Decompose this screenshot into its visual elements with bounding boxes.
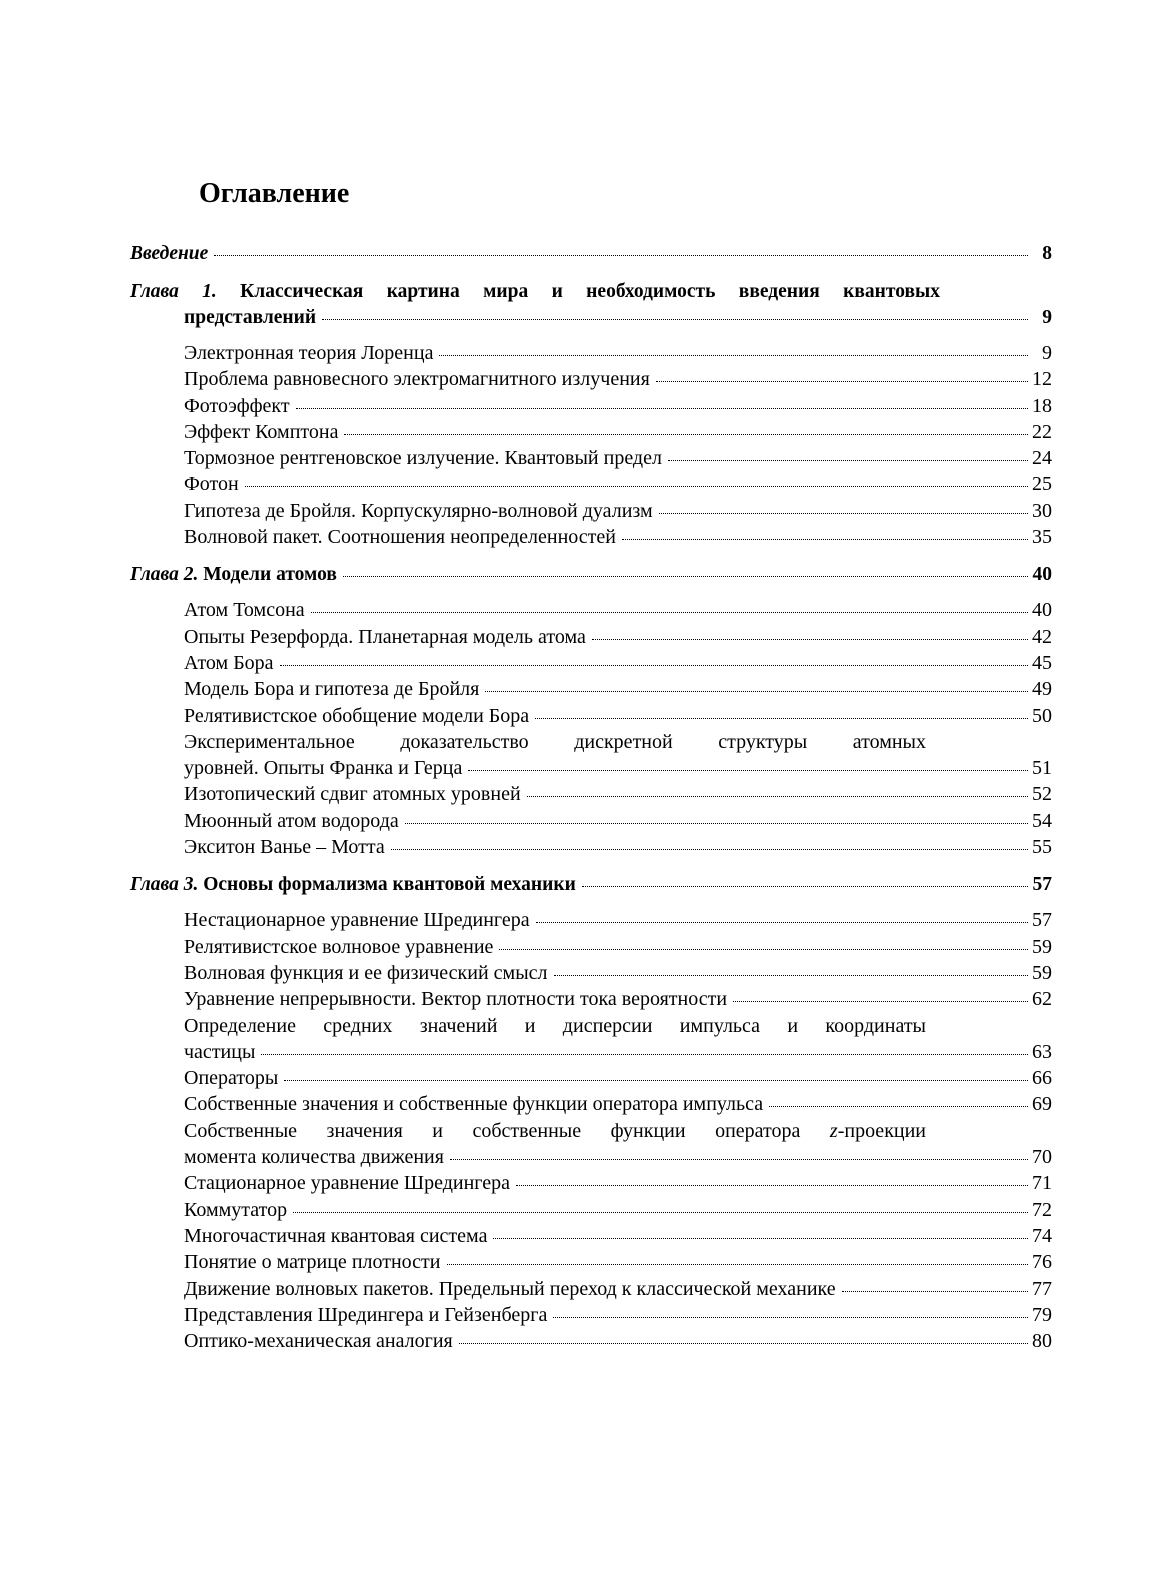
section-title: Проблема равновесного электромагнитного излучения xyxy=(184,368,650,391)
dot-leader xyxy=(284,1079,1028,1081)
page-number: 72 xyxy=(1032,1198,1052,1221)
toc-section[interactable] xyxy=(184,471,1052,497)
page-number: 45 xyxy=(1032,651,1052,674)
page-number: 55 xyxy=(1032,836,1052,859)
section-title: Нестационарное уравнение Шредингера xyxy=(184,909,530,932)
page-number: 79 xyxy=(1032,1303,1052,1326)
section-title: Фотоэффект xyxy=(184,394,290,417)
section-title: Эффект Комптона xyxy=(184,420,339,443)
dot-leader xyxy=(344,433,1028,435)
toc-section[interactable] xyxy=(184,1276,1052,1302)
dot-leader xyxy=(450,1158,1028,1160)
section-title: Изотопический сдвиг атомных уровней xyxy=(184,783,521,806)
dot-leader xyxy=(769,1105,1028,1107)
section-title-line xyxy=(184,1118,926,1144)
page-number: 71 xyxy=(1032,1172,1052,1195)
intro-label: Введение xyxy=(130,243,209,264)
toc-section[interactable] xyxy=(184,1065,1052,1091)
section-title: момента количества движения xyxy=(184,1146,444,1169)
section-title: Электронная теория Лоренца xyxy=(184,342,434,364)
page-number: 59 xyxy=(1032,935,1052,958)
toc-section[interactable] xyxy=(184,524,1052,550)
toc-section[interactable] xyxy=(184,1118,1052,1171)
dot-leader xyxy=(536,921,1028,923)
section-title: Уравнение непрерывности. Вектор плотности тока вероятности xyxy=(184,988,728,1011)
dot-leader xyxy=(485,690,1028,692)
section-title: Релятивистское обобщение модели Бора xyxy=(184,704,530,727)
toc-section[interactable] xyxy=(184,1013,1052,1066)
toc-section[interactable] xyxy=(184,366,1052,392)
page-number: 24 xyxy=(1032,447,1052,470)
dot-leader xyxy=(343,575,1028,577)
section-title: Опыты Резерфорда. Планетарная модель атома xyxy=(184,625,586,648)
section-title: Стационарное уравнение Шредингера xyxy=(184,1172,510,1195)
dot-leader xyxy=(582,885,1028,887)
dot-leader xyxy=(659,512,1028,514)
page-number: 9 xyxy=(1042,307,1052,328)
section-title: Понятие о матрице плотности xyxy=(184,1251,441,1274)
dot-leader xyxy=(535,717,1028,719)
page-number: 66 xyxy=(1032,1067,1052,1090)
toc-section[interactable] xyxy=(184,393,1052,419)
dot-leader xyxy=(622,538,1028,540)
dot-leader xyxy=(668,459,1028,461)
section-title: Многочастичная квантовая система xyxy=(184,1224,488,1247)
section-title: Фотон xyxy=(184,473,239,496)
section-title-part: -проекции xyxy=(837,1119,927,1142)
dot-leader xyxy=(214,254,1028,256)
toc-section[interactable] xyxy=(184,676,1052,702)
page-number: 42 xyxy=(1032,625,1052,648)
toc-section[interactable] xyxy=(184,960,1052,986)
toc-section[interactable] xyxy=(184,597,1052,623)
page-number: 69 xyxy=(1032,1093,1052,1116)
chapter-label: Глава 3. xyxy=(130,874,199,896)
section-title: Модель Бора и гипотеза де Бройля xyxy=(184,678,480,701)
section-title: Волновая функция и ее физический смысл xyxy=(184,961,548,984)
dot-leader xyxy=(592,638,1028,640)
section-title: Тормозное рентгеновское излучение. Квантовый предел xyxy=(184,447,662,470)
variable-z: z xyxy=(829,1119,838,1142)
chapter-title: Модели атомов xyxy=(203,564,337,586)
toc-section[interactable] xyxy=(184,340,1052,366)
page-number: 35 xyxy=(1032,526,1052,549)
toc-section[interactable] xyxy=(184,650,1052,676)
chapter-label: Глава 2. xyxy=(130,564,199,586)
toc-section[interactable] xyxy=(184,445,1052,471)
page-number: 18 xyxy=(1032,394,1052,417)
page-number: 50 xyxy=(1032,704,1052,727)
section-title: Собственные значения и собственные функции оператора импульса xyxy=(184,1093,764,1116)
section-title: Волновой пакет. Соотношения неопределенностей xyxy=(184,526,616,549)
page-number: 40 xyxy=(1032,599,1052,622)
toc-section[interactable] xyxy=(184,1223,1052,1249)
page-number: 9 xyxy=(1042,342,1052,364)
page-number: 8 xyxy=(1042,243,1052,264)
section-title-line: Определение средних значений и дисперсии импульса и координаты xyxy=(184,1014,926,1037)
dot-leader xyxy=(493,1237,1028,1239)
dot-leader xyxy=(553,1316,1028,1318)
toc-section[interactable] xyxy=(184,808,1052,834)
page-number: 62 xyxy=(1032,988,1052,1011)
dot-leader xyxy=(280,664,1028,666)
dot-leader xyxy=(527,795,1028,797)
page-number: 51 xyxy=(1032,757,1052,780)
chapter-title-continuation: представлений xyxy=(184,307,317,328)
page-number: 57 xyxy=(1032,909,1052,932)
toc-section[interactable] xyxy=(184,1249,1052,1275)
section-title-part: Собственные значения и собственные функции оператора xyxy=(184,1119,801,1142)
section-title: частицы xyxy=(184,1040,256,1063)
dot-leader xyxy=(499,948,1028,950)
page-number: 57 xyxy=(1032,874,1052,896)
toc-section[interactable] xyxy=(184,834,1052,860)
section-title: Экситон Ванье – Мотта xyxy=(184,836,385,859)
dot-leader xyxy=(391,848,1028,850)
toc-entry-chapter-1[interactable] xyxy=(130,279,1052,331)
page-number: 80 xyxy=(1032,1330,1052,1353)
toc-section[interactable] xyxy=(184,934,1052,960)
toc-entry-chapter-2[interactable] xyxy=(130,562,1052,588)
page-number: 76 xyxy=(1032,1251,1052,1274)
dot-leader xyxy=(322,318,1028,320)
toc-entry-chapter-3[interactable] xyxy=(130,872,1052,898)
toc-section[interactable] xyxy=(184,1170,1052,1196)
toc-section[interactable] xyxy=(184,624,1052,650)
dot-leader xyxy=(459,1342,1028,1344)
table-of-contents xyxy=(130,240,1052,1354)
section-title: уровней. Опыты Франка и Герца xyxy=(184,757,463,780)
toc-section[interactable] xyxy=(184,703,1052,729)
dot-leader xyxy=(405,822,1028,824)
section-title: Мюонный атом водорода xyxy=(184,809,399,832)
section-title: Движение волновых пакетов. Предельный переход к классической механике xyxy=(184,1277,836,1300)
section-title: Представления Шредингера и Гейзенберга xyxy=(184,1303,548,1326)
toc-section[interactable] xyxy=(184,781,1052,807)
toc-section[interactable] xyxy=(184,1328,1052,1354)
toc-entry-introduction[interactable] xyxy=(130,241,1052,267)
toc-section[interactable] xyxy=(184,986,1052,1012)
page-title: Оглавление xyxy=(199,178,350,209)
chapter-1-sections xyxy=(130,340,1052,550)
dot-leader xyxy=(245,485,1028,487)
section-title: Оптико-механическая аналогия xyxy=(184,1330,453,1353)
page-number: 54 xyxy=(1032,809,1052,832)
toc-section[interactable] xyxy=(184,729,1052,782)
toc-section[interactable] xyxy=(184,1197,1052,1223)
dot-leader xyxy=(468,769,1028,771)
section-title-line: Экспериментальное доказательство дискретной структуры атомных xyxy=(184,730,926,753)
dot-leader xyxy=(516,1184,1028,1186)
toc-section[interactable] xyxy=(184,1302,1052,1328)
page-number: 49 xyxy=(1032,678,1052,701)
page-number: 74 xyxy=(1032,1224,1052,1247)
chapter-3-sections xyxy=(130,907,1052,1354)
section-title: Коммутатор xyxy=(184,1198,288,1221)
section-title: Атом Томсона xyxy=(184,599,305,622)
section-title: Операторы xyxy=(184,1067,279,1090)
toc-section[interactable] xyxy=(184,907,1052,933)
chapter-2-sections xyxy=(130,597,1052,860)
section-title: Релятивистское волновое уравнение xyxy=(184,935,494,958)
dot-leader xyxy=(296,407,1028,409)
toc-section[interactable] xyxy=(184,498,1052,524)
page-number: 30 xyxy=(1032,499,1052,522)
page-number: 12 xyxy=(1032,368,1052,391)
page-number: 77 xyxy=(1032,1277,1052,1300)
chapter-heading-line xyxy=(130,279,940,305)
chapter-title: Классическая картина мира и необходимость введения квантовых xyxy=(240,281,940,302)
dot-leader xyxy=(656,380,1028,382)
page-number: 52 xyxy=(1032,783,1052,806)
dot-leader xyxy=(293,1211,1028,1213)
page-number: 25 xyxy=(1032,473,1052,496)
dot-leader xyxy=(447,1263,1029,1265)
dot-leader xyxy=(733,1000,1028,1002)
chapter-title: Основы формализма квантовой механики xyxy=(203,874,576,896)
dot-leader xyxy=(439,354,1028,356)
dot-leader xyxy=(842,1290,1028,1292)
section-title: Гипотеза де Бройля. Корпускулярно-волновой дуализм xyxy=(184,499,653,522)
toc-section[interactable] xyxy=(184,1091,1052,1117)
toc-section[interactable] xyxy=(184,419,1052,445)
dot-leader xyxy=(311,611,1028,613)
dot-leader xyxy=(261,1053,1028,1055)
page-number: 40 xyxy=(1032,564,1052,586)
page-number: 70 xyxy=(1032,1146,1052,1169)
section-title: Атом Бора xyxy=(184,651,274,674)
page-number: 59 xyxy=(1032,961,1052,984)
page-number: 22 xyxy=(1032,420,1052,443)
chapter-label: Глава 1. xyxy=(130,281,217,302)
dot-leader xyxy=(554,974,1029,976)
page-number: 63 xyxy=(1032,1040,1052,1063)
